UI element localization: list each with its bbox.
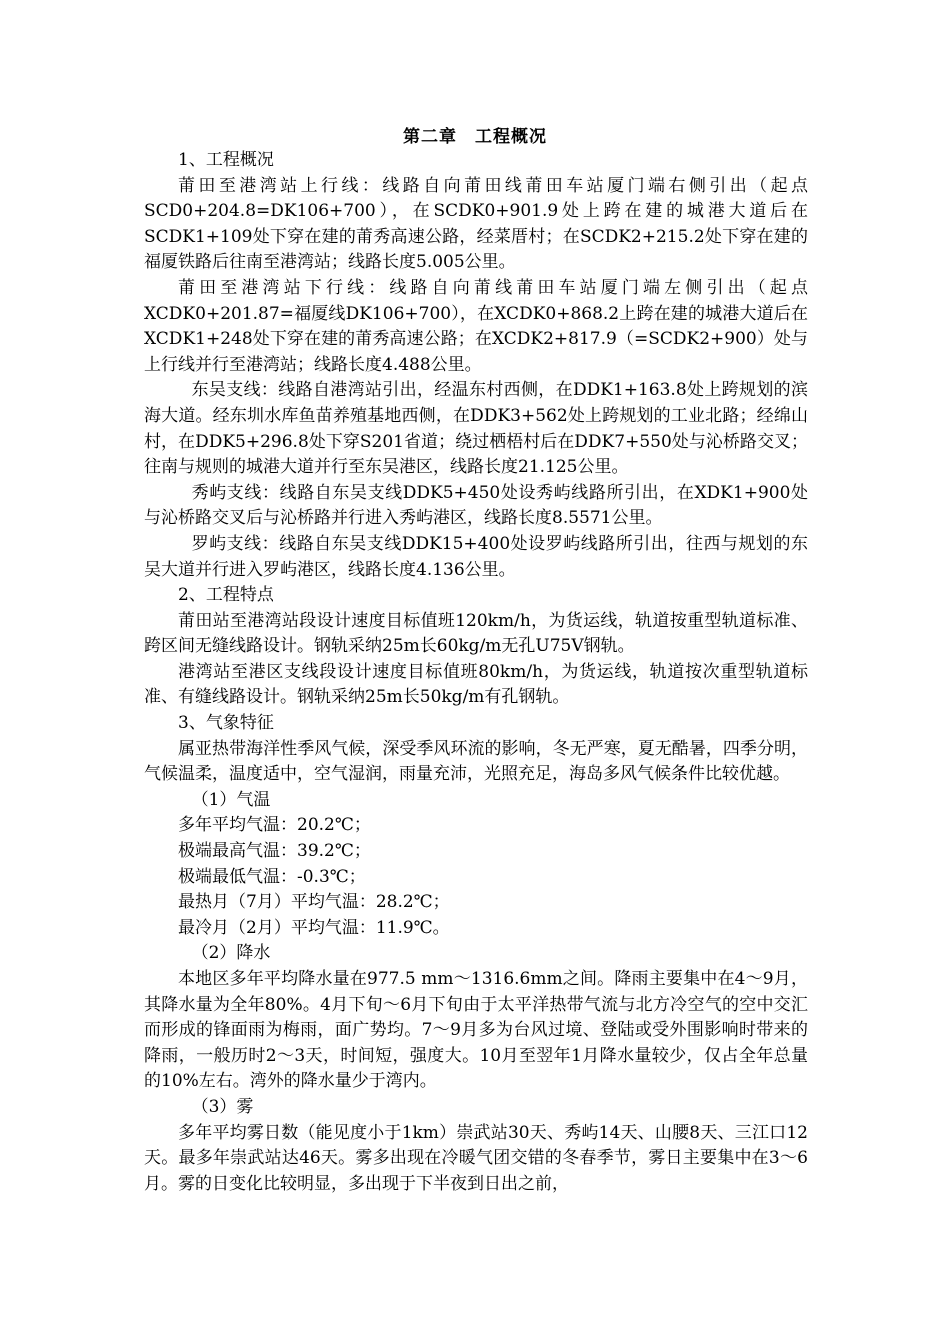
chapter-title: 第二章 工程概况 xyxy=(403,127,547,147)
paragraph: 本地区多年平均降水量在977.5 mm～1316.6mm之间。降雨主要集中在4～9月，其降水量为全年80%。4月下旬～6月下旬由于太平洋热带气流与北方冷空气的空中交汇而形成的锋面雨为梅雨，面广势均。7～9月多为台风过境、登陆或受外围影响时带来的降雨，一般历时2～3天，时间短，强度大。10月至翌年1月降水量较少，仅占全年总量的10%左右。湾外的降水量少于湾内。 xyxy=(144,969,808,1092)
section-heading: （3）雾 xyxy=(191,1096,254,1117)
paragraph: 极端最低气温：-0.3℃； xyxy=(178,866,366,887)
section-heading: （1）气温 xyxy=(191,789,271,810)
paragraph: 多年平均雾日数（能见度小于1km）崇武站30天、秀屿14天、山腰8天、三江口12天。最多年崇武站达46天。雾多出现在冷暖气团交错的冬春季节，雾日主要集中在3～6月。雾的日变化比较明显，多出现于下半夜到日出之前， xyxy=(144,1122,808,1194)
paragraph: 莆田至港湾站上行线：线路自向莆田线莆田车站厦门端右侧引出（起点SCD0+204.8=DK106+700），在SCDK0+901.9处上跨在建的城港大道后在SCDK1+109处下穿在建的莆秀高速公路，经菜厝村；在SCDK2+215.2处下穿在建的福厦铁路后往南至港湾站；线路长度5.005公里。 xyxy=(144,175,808,273)
paragraph: 最冷月（2月）平均气温：11.9℃。 xyxy=(178,917,450,938)
section-heading: 东吴支线：线路自港湾站引出，经温东村西侧，在DDK1+163.8处上跨规划的滨海大道。经东圳水库鱼苗养殖基地西侧，在DDK3+562处上跨规划的工业北路；经绵山村，在DDK5+296.8处下穿S201省道；绕过栖梧村后在DDK7+550处与沁桥路交叉；往南与规则的城港大道并行至东吴港区，线路长度21.125公里。 xyxy=(144,380,808,478)
paragraph: 莆田至港湾站下行线：线路自向莆线莆田车站厦门端左侧引出（起点XCDK0+201.87=福厦线DK106+700），在XCDK0+868.2上跨在建的城港大道后在XCDK1+248处下穿在建的莆秀高速公路；在XCDK2+817.9（=SCDK2+900）处与上行线并行至港湾站；线路长度4.488公里。 xyxy=(144,277,808,375)
section-heading: 3、气象特征 xyxy=(178,713,274,734)
section-heading: 秀屿支线：线路自东吴支线DDK5+450处设秀屿线路所引出，在XDK1+900处与沁桥路交叉后与沁桥路并行进入秀屿港区，线路长度8.5571公里。 xyxy=(144,482,808,529)
paragraph: 港湾站至港区支线段设计速度目标值班80km/h，为货运线，轨道按次重型轨道标准、有缝线路设计。钢轨采纳25m长50kg/m有孔钢轨。 xyxy=(144,661,808,708)
section-heading: 1、工程概况 xyxy=(178,150,274,170)
document-body xyxy=(144,148,808,1197)
paragraph: 属亚热带海洋性季风气候，深受季风环流的影响，冬无严寒，夏无酷暑，四季分明，气候温柔，温度适中，空气湿润，雨量充沛，光照充足，海岛多风气候条件比较优越。 xyxy=(144,738,808,785)
paragraph: 多年平均气温：20.2℃； xyxy=(178,815,371,836)
section-heading: （2）降水 xyxy=(191,943,271,964)
paragraph: 极端最高气温：39.2℃； xyxy=(178,841,371,862)
paragraph: 莆田站至港湾站段设计速度目标值班120km/h，为货运线，轨道按重型轨道标准、跨区间无缝线路设计。钢轨采纳25m长60kg/m无孔U75V钢轨。 xyxy=(144,610,808,657)
section-heading: 罗屿支线：线路自东吴支线DDK15+400处设罗屿线路所引出，往西与规划的东吴大道并行进入罗屿港区，线路长度4.136公里。 xyxy=(144,533,808,580)
paragraph: 最热月（7月）平均气温：28.2℃； xyxy=(178,892,450,913)
section-heading: 2、工程特点 xyxy=(178,585,274,606)
